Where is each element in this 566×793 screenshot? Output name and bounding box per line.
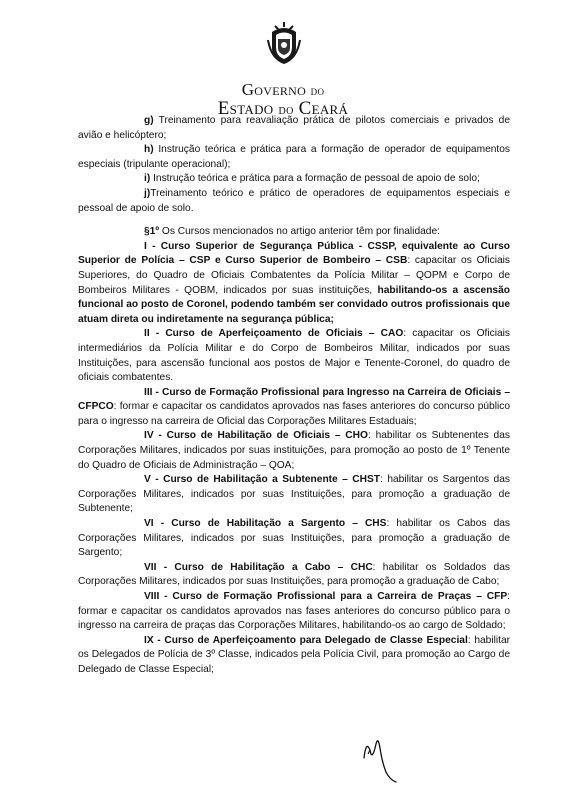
item-g-label: g) [144, 115, 154, 126]
course-iii-text: : formar e capacitar os candidatos aprovados nas fases anteriores do concurso público para o ingresso na carreira de Oficial das Corporações Militares Estaduais; [78, 401, 510, 427]
course-iii-head: III - Curso de Formação Profissional para Ingresso na Carreira de Oficiais – CFPCO [78, 386, 510, 413]
course-i [78, 240, 510, 328]
header-word-governo: Governo [241, 80, 307, 99]
course-iv-head: IV - Curso de Habilitação de Oficiais – CHO [144, 430, 368, 442]
course-vi-text: : habilitar os Cabos das Corporações Militares, indicados por suas Instituições, para promoção a graduação de Sargento; [78, 518, 510, 559]
header-line-1 [0, 80, 566, 100]
course-vii-head: VII - Curso de Habilitação a Cabo – CHC [144, 561, 373, 573]
item-h-text: Instrução teórica e prática para a formação de operador de equipamentos especiais (tripulante operacional); [78, 144, 510, 170]
course-v-text: : habilitar os Sargentos das Corporações Militares, indicados por suas Instituições, para promoção a graduação de Subtenente; [78, 474, 510, 515]
course-ii [78, 327, 510, 385]
item-i-text: Instrução teórica e prática para a formação de pessoal de apoio de solo; [153, 173, 480, 185]
paragraph-1-label: §1º [144, 226, 160, 238]
course-vi-head: VI - Curso de Habilitação a Sargento – CHS [144, 518, 387, 530]
course-v [78, 473, 510, 517]
course-viii-text: : formar e capacitar os candidatos aprovados nas fases anteriores do concurso público para o ingresso na carreira de praças das Corporações Militares, habilitando-os ao cargo de Soldado; [78, 591, 510, 632]
header-word-do: do [310, 83, 325, 98]
item-j-label: j) [144, 187, 151, 199]
item-g [78, 114, 510, 143]
header-word-ceara: Ceará [298, 98, 349, 119]
item-j-text: Treinamento teórico e prático de operadores de equipamentos especiais e pessoal de apoio de solo. [78, 187, 510, 214]
course-i-bold: habilitando-os a ascensão funcional ao posto de Coronel, podendo também ser convidado outros profissionais que atuam direta ou indiretamente na segurança pública; [78, 284, 510, 325]
item-j [78, 187, 510, 216]
course-ix-text: : habilitar os Delegados de Polícia de 3º Classe, indicados pela Polícia Civil, para promoção ao Cargo de Delegado de Classe Especial; [78, 634, 511, 675]
course-vii [78, 561, 510, 590]
course-i-text: : capacitar os Oficiais Superiores, do Quadro de Oficiais Combatentes da Polícia Militar – QOPM e Corpo de Bombeiros Militares - QOBM, indicados por suas instituições, [78, 255, 510, 296]
state-coat-of-arms-icon [266, 22, 302, 66]
course-ix-head: IX - Curso de Aperfeiçoamento para Delegado de Classe Especial [144, 634, 468, 646]
item-h-label: h) [144, 144, 154, 156]
course-iv-text: : habilitar os Subtenentes das Corporações Militares, indicados por suas instituições, para promoção ao posto de 1º Tenente do Quadro de Oficiais de Administração – QOA; [78, 430, 510, 471]
course-ii-head: II - Curso de Aperfeiçoamento de Oficiais – CAO [144, 328, 404, 340]
course-ii-text: : capacitar os Oficiais intermediários da Polícia Militar e do Corpo de Bombeiros Militar, indicados por suas Instituições, para ascensão funcional aos postos de Major e Tenente-Coronel, do quadro de oficiais combatentes. [78, 328, 510, 384]
handwritten-initials-icon [356, 728, 416, 784]
header-word-estado: Estado [217, 98, 274, 119]
paragraph-1-text: Os Cursos mencionados no artigo anterior têm por finalidade: [161, 226, 440, 238]
header-word-do-2: do [278, 103, 294, 118]
item-h [78, 143, 510, 172]
course-vii-text: : habilitar os Soldados das Corporações Militares, indicados por suas Instituições, para promoção a graduação de Cabo; [78, 561, 510, 588]
course-iii [78, 386, 510, 430]
course-viii [78, 590, 510, 634]
course-viii-head: VIII - Curso de Formação Profissional para a Carreira de Praças – CFP [144, 591, 508, 602]
course-i-head: I - Curso Superior de Segurança Pública - CSSP, equivalente ao Curso Superior de Polícia – CSP e Curso Superior de Bombeiro – CSB [78, 240, 510, 267]
course-iv [78, 429, 510, 473]
item-i [78, 172, 510, 187]
item-i-label: i) [144, 173, 151, 185]
course-vi [78, 517, 510, 561]
document-body [78, 114, 510, 678]
course-ix [78, 634, 510, 678]
paragraph-1 [78, 225, 510, 240]
course-v-head: V - Curso de Habilitação a Subtenente – CHST [144, 474, 381, 486]
item-g-text: Treinamento para reavaliação prática de pilotos comerciais e privados de avião e helicóptero; [78, 115, 510, 141]
